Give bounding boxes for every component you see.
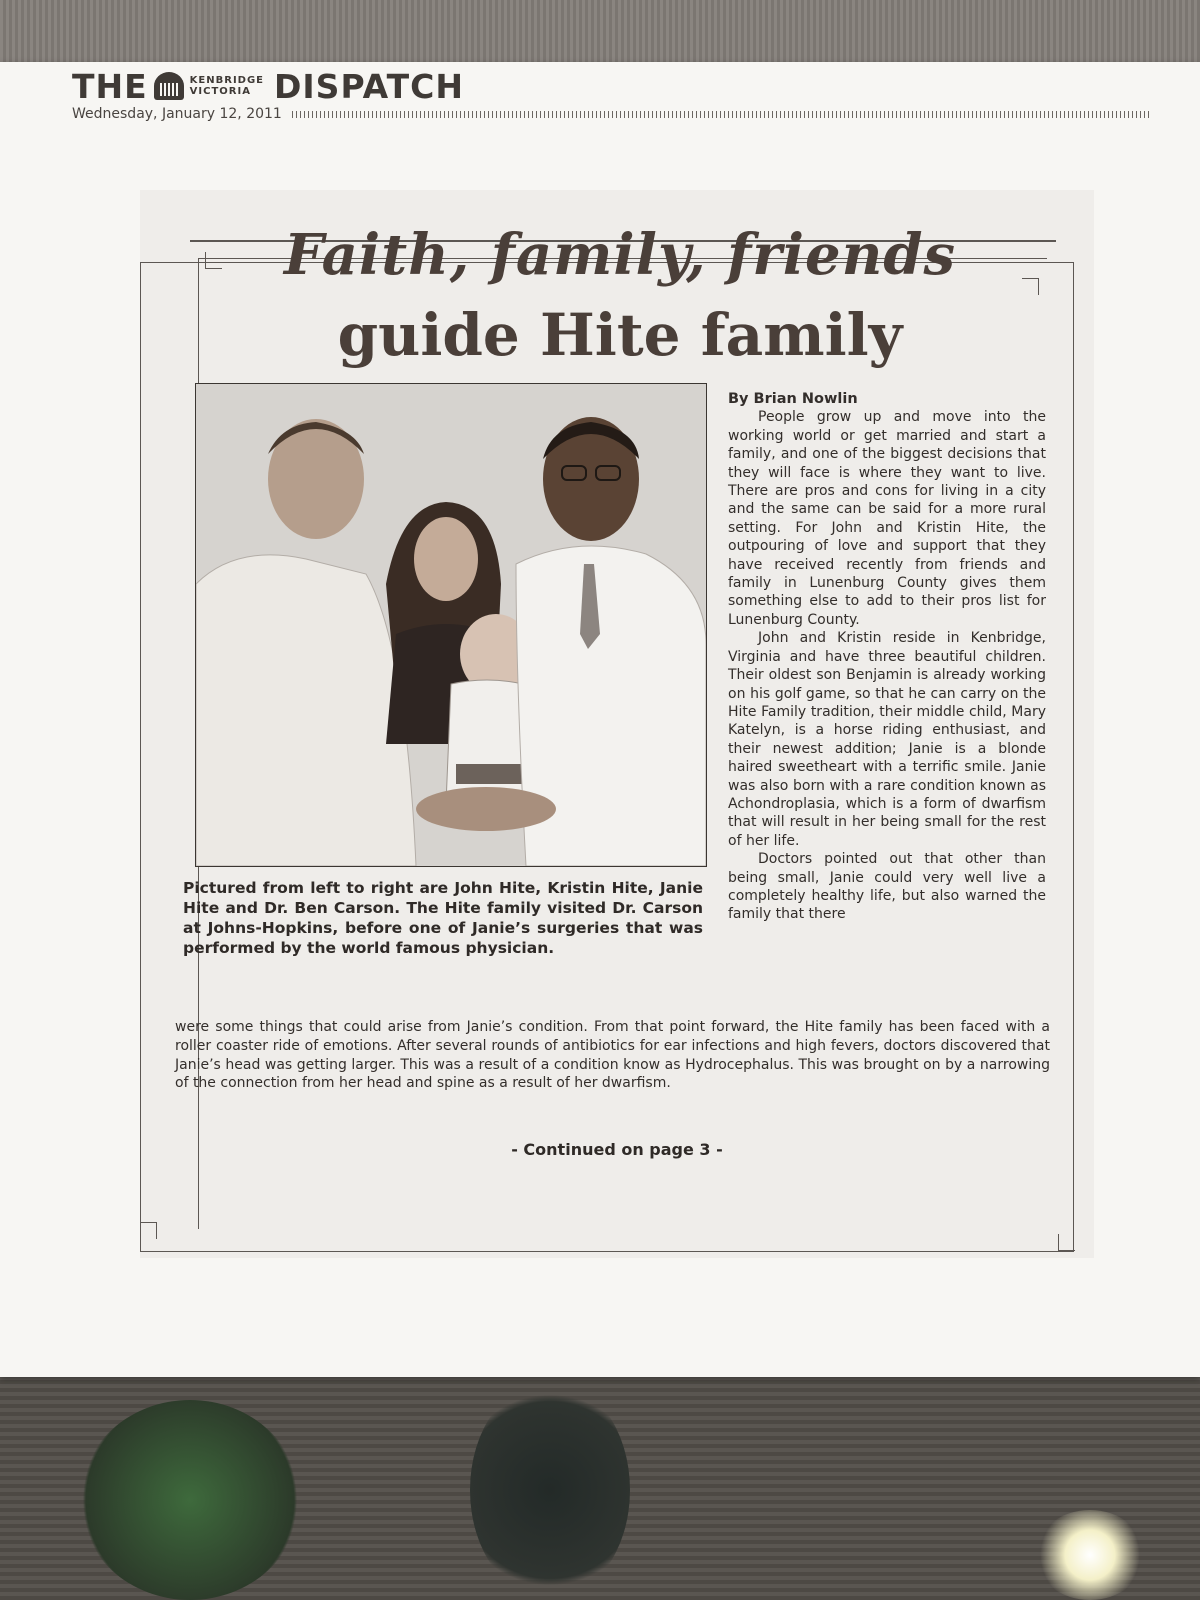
article-column xyxy=(728,390,1046,924)
article-paragraph: People grow up and move into the working world or get married and start a family, and one of the biggest decisions that they will face is where they want to live. There are pros and cons for living in a city and the same can be said for a more rural setting. For John and Kristin Hite, the outpouring of love and support that they have received recently from friends and family in Lunenburg County gives them something else to add to their pros list for Lunenburg County. xyxy=(728,409,1046,628)
headline-line-1: Faith, family, friends xyxy=(283,222,957,288)
dateline-rule xyxy=(292,111,1152,118)
family-photo-illustration xyxy=(196,384,706,866)
corner-ornament-bl xyxy=(140,1222,157,1239)
article-paragraph: Doctors pointed out that other than being small, Janie could very well live a completely healthy life, but also warned the family that there xyxy=(728,851,1046,923)
article-continuation-text: were some things that could arise from Janie’s condition. From that point forward, the Hite family has been faced with a roller coaster ride of emotions. After several rounds of antibiotics for ear infections and high fevers, doctors discovered that Janie’s head was getting larger. This was a result of a condition know as Hydrocephalus. This was brought on by a narrowing of the connection from her head and spine as a result of her dwarfism. xyxy=(175,1019,1050,1092)
background-object-green xyxy=(80,1400,300,1600)
issue-date: Wednesday, January 12, 2011 xyxy=(72,106,282,122)
headline-line-2: guide Hite family xyxy=(337,301,903,369)
continued-notice: - Continued on page 3 - xyxy=(511,1140,723,1159)
masthead-victoria: VICTORIA xyxy=(189,86,251,97)
masthead-the: THE xyxy=(72,66,148,106)
masthead-sub xyxy=(190,75,264,97)
article-photo xyxy=(195,383,707,867)
building-logo-icon xyxy=(154,72,184,100)
corner-ornament-br xyxy=(1058,1234,1075,1251)
masthead xyxy=(72,66,464,106)
headline xyxy=(150,215,1090,375)
background-object-dark xyxy=(470,1380,630,1600)
masthead-dispatch: DISPATCH xyxy=(274,66,464,106)
background-light-reflection xyxy=(1035,1510,1145,1600)
byline: By Brian Nowlin xyxy=(728,391,858,407)
article-paragraph: John and Kristin reside in Kenbridge, Virginia and have three beautiful children. Their oldest son Benjamin is already working on his golf game, so that he can carry on the Hite Family tradition, their middle child, Mary Katelyn, is a horse riding enthusiast, and their newest addition; Janie is a blonde haired sweetheart with a terrific smile. Janie was also born with a rare condition known as Achondroplasia, which is a form of dwarfism that will result in her being small for the rest of her life. xyxy=(728,630,1046,849)
dateline xyxy=(72,104,1152,124)
photo-caption: Pictured from left to right are John Hite, Kristin Hite, Janie Hite and Dr. Ben Carson. The Hite family visited Dr. Carson at Johns-Hopkins, before one of Janie’s surgeries that was performed by the world famous physician. xyxy=(183,879,703,957)
masthead-kenbridge: KENBRIDGE xyxy=(189,75,265,86)
